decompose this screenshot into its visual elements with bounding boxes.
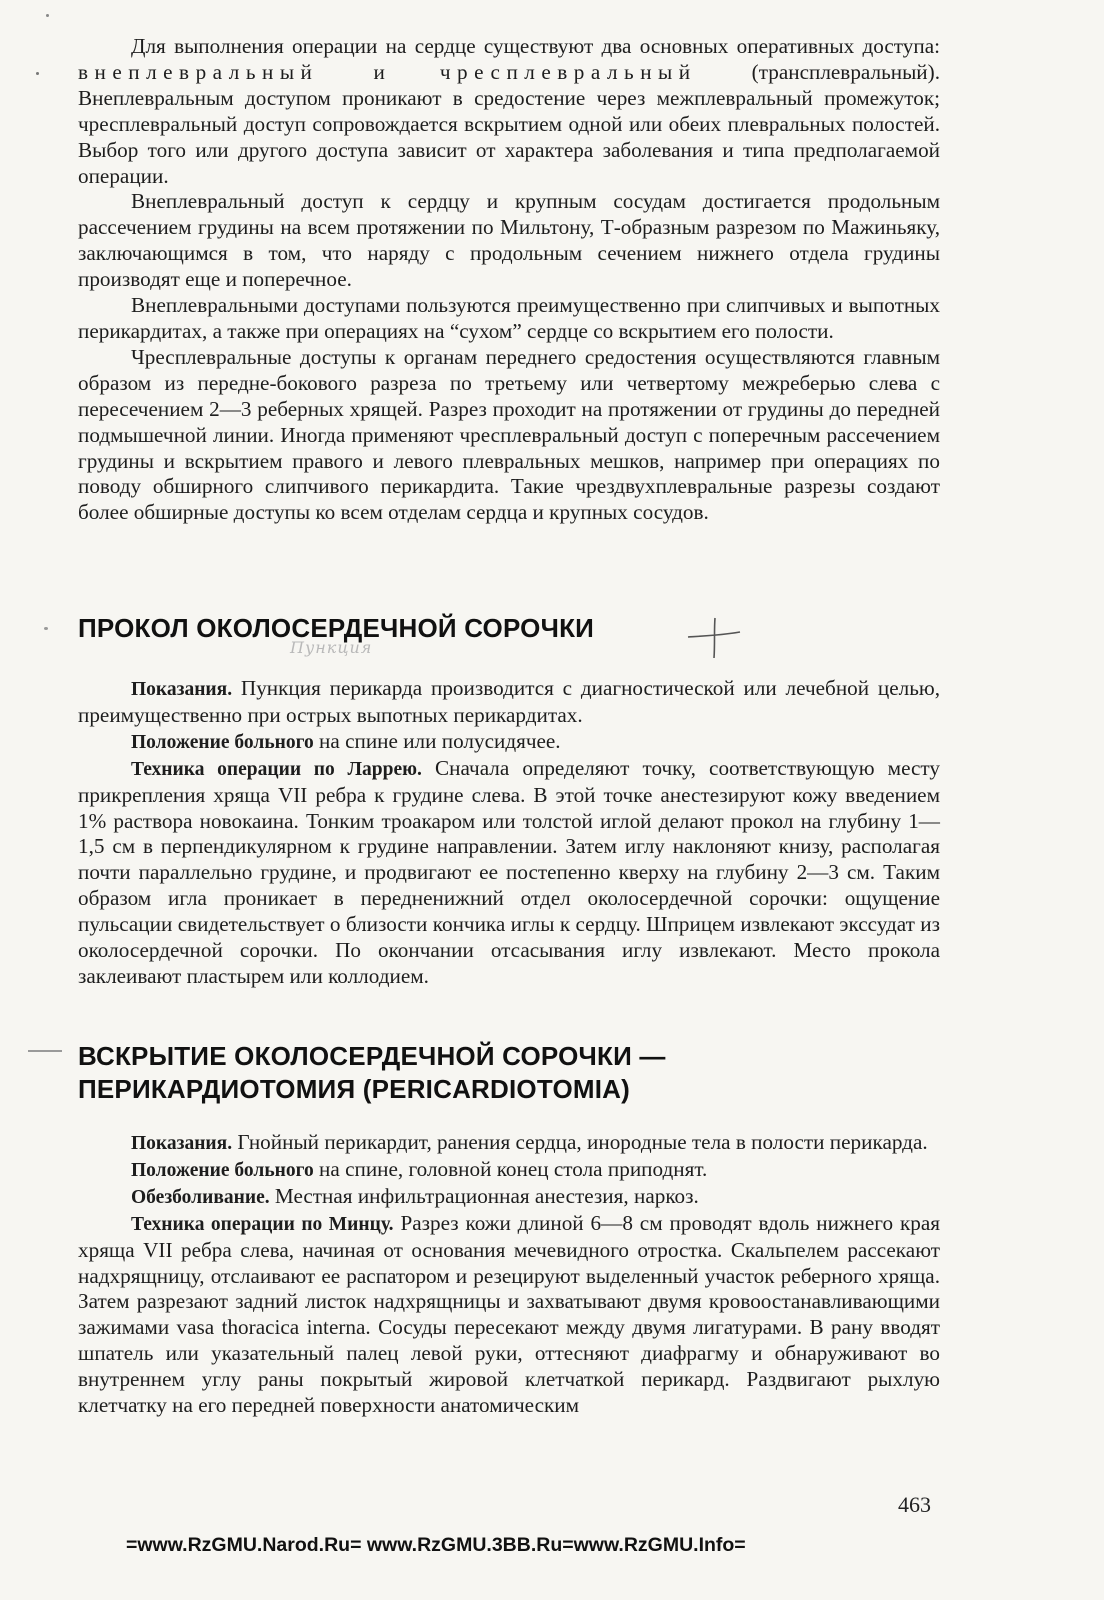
page-number: 463 (898, 1492, 931, 1517)
spaced-term: чресплевральный (439, 59, 697, 84)
lead-label: Показания. (131, 679, 233, 700)
technique-paragraph: Техника операции по Минцу. Разрез кожи длиной 6—8 см проводят вдоль нижнего края хряща VII ребра слева, начиная от основания мечевидного отростка. Скальпелем рассекают надхрящницу, отслаивают ее распатором и резецируют выделенный участок реберного хряща. Затем разрезают задний листок надхрящницы и захватывают двумя кровоостанавливающими зажимами vasa thoracica interna. Сосуды пересекают между двумя лигатурами. В рану вводят шпатель или указательный палец левой руки, оттесняют диафрагму и обнаруживают во внутреннем углу раны покрытый жировой клетчаткой перикард. Раздвигают рыхлую клетчатку на его передней поверхности анатомическим (78, 1210, 940, 1418)
position-paragraph: Положение больного на спине, головной конец стола приподнят. (131, 1156, 708, 1181)
intro-paragraph: Внеплевральный доступ к сердцу и крупным сосудам достигается продольным рассечением грудины на всем протяжении по Мильтону, Т-образным разрезом по Мажиньяку, заключающимся в том, что наряду с продольным сечением нижнего отдела грудины производят еще и поперечное. (78, 189, 940, 292)
technique-paragraph: Техника операции по Ларрею. Сначала определяют точку, соответствующую месту прикрепления хряща VII ребра к грудине слева. В этой точке анестезируют кожу введением 1% раствора новокаина. Тонким троакаром или толстой иглой делают прокол на глубину 1—1,5 см в перпендикулярном к грудине направлении. Затем иглу наклоняют книзу, располагая почти параллельно грудине, и продвигают ее постепенно кверху на глубину 2—3 см. Таким образом игла проникает в передненижний отдел околосердечной сорочки: ощущение пульсации свидетельствует о близости кончика иглы к сердцу. Шприцем извлекают экссудат из околосердечной сорочки. По окончании отсасывания иглу извлекают. Место прокола заклеивают пластырем или коллодием. (78, 755, 940, 988)
handwritten-note: Пункция (290, 638, 373, 657)
lead-label: Положение больного (131, 731, 314, 753)
section-heading-wrap (78, 612, 940, 657)
lead-label: Положение больного (131, 1159, 314, 1181)
section2-body (78, 1130, 940, 1419)
scan-speck (44, 627, 48, 630)
lead-label: Показания. (131, 1133, 233, 1154)
scan-speck (46, 14, 49, 17)
footer-watermark: =www.RzGMU.Narod.Ru= www.RzGMU.3BB.Ru=www.RzGMU.Info= (126, 1534, 746, 1556)
scan-speck (36, 72, 39, 75)
position-paragraph: Положение больного на спине или полусидячее. (131, 728, 561, 753)
section-heading-wrap (78, 1040, 940, 1106)
intro-paragraph: Чресплевральные доступы к органам переднего средостения осуществляются главным образом из передне-бокового разреза по третьему или четвертому межреберью слева с пересечением 2—3 реберных хрящей. Разрез проходит на протяжении от грудины до передней подмышечной линии. Иногда применяют чресплевральный доступ с поперечным рассечением грудины и вскрытием правого и левого плевральных мешков, например при операциях по поводу обширного слипчивого перикардита. Такие чрездвухплевральные разрезы создают более обширные доступы ко всем отделам сердца и крупных сосудов. (78, 344, 940, 525)
scan-dash (28, 1050, 62, 1052)
plus-mark-icon (684, 614, 744, 660)
anesthesia-paragraph: Обезболивание. Местная инфильтрационная анестезия, наркоз. (131, 1183, 699, 1208)
indications-paragraph: Показания. Пункция перикарда производится с диагностической или лечебной целью, преимущественно при острых выпотных перикардитах. (78, 676, 940, 727)
section-heading: ВСКРЫТИЕ ОКОЛОСЕРДЕЧНОЙ СОРОЧКИ — (78, 1041, 666, 1071)
intro-section (78, 34, 940, 526)
section1-body (78, 676, 940, 990)
lead-label: Техника операции по Минцу. (131, 1213, 394, 1235)
lead-label: Техника операции по Ларрею. (131, 758, 422, 780)
section-heading: ПЕРИКАРДИОТОМИЯ (PERICARDIOTOMIA) (78, 1074, 631, 1104)
intro-paragraph: Внеплевральными доступами пользуются преимущественно при слипчивых и выпотных перикардитах, а также при операциях на “сухом” сердце со вскрытием его полости. (78, 293, 940, 343)
spaced-term: внеплевральный (78, 59, 319, 84)
lead-label: Обезболивание. (131, 1186, 270, 1208)
page-body (78, 34, 940, 526)
intro-paragraph: Для выполнения операции на сердце существуют два основных оперативных доступа: внеплевральный и чресплевральный (трансплевральный). Внеплевральным доступом проникают в средостение через межплевральный промежуток; чресплевральный доступ сопровождается вскрытием одной или обеих плевральных полостей. Выбор того или другого доступа зависит от характера заболевания и типа предполагаемой операции. (78, 34, 941, 188)
indications-paragraph: Показания. Гнойный перикардит, ранения сердца, инородные тела в полости перикарда. (131, 1130, 928, 1154)
section-heading: ПРОКОЛ ОКОЛОСЕРДЕЧНОЙ СОРОЧКИ (78, 613, 595, 643)
